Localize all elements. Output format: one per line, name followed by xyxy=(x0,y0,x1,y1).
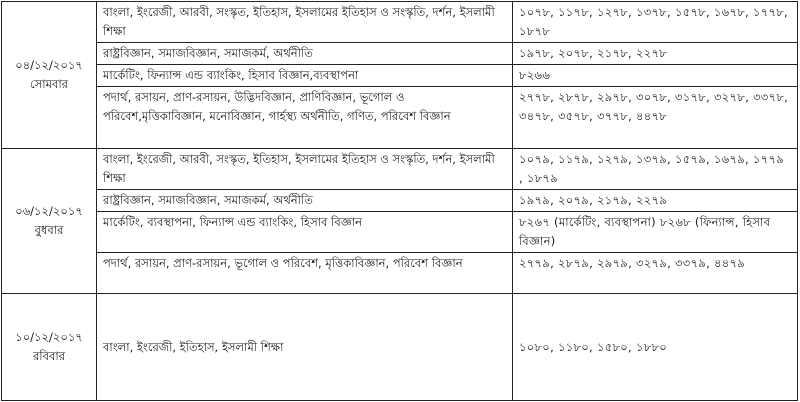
codes-cell: ৮২৬৬ xyxy=(513,65,798,87)
table-row xyxy=(2,190,798,212)
codes-cell: ৮২৬৭ (মার্কেটিং, ব্যবস্থাপনা) ৮২৬৮ (ফিন্যান্স, হিসাব বিজ্ঞান) xyxy=(513,212,798,253)
subjects-cell: বাংলা, ইংরেজী, আরবী, সংস্কৃত, ইতিহাস, ইসলামের ইতিহাস ও সংস্কৃতি, দর্শন, ইসলামী শিক্ষা xyxy=(97,2,513,43)
exam-date-cell xyxy=(2,294,97,401)
subjects-cell: বাংলা, ইংরেজী, আরবী, সংস্কৃত, ইতিহাস, ইসলামের ইতিহাস ও সংস্কৃতি, দর্শন, ইসলামী শিক্ষা xyxy=(97,149,513,190)
subjects-cell: রাষ্ট্রবিজ্ঞান, সমাজবিজ্ঞান, সমাজকর্ম, অর্থনীতি xyxy=(97,43,513,65)
table-row xyxy=(2,212,798,253)
table-row xyxy=(2,2,798,43)
exam-date-cell xyxy=(2,2,97,149)
subjects-cell: পদার্থ, রসায়ন, প্রাণ-রসায়ন, ভূগোল ও পরিবেশ, মৃত্তিকাবিজ্ঞান, পরিবেশ বিজ্ঞান xyxy=(97,253,513,294)
table-row xyxy=(2,87,798,149)
exam-day: সোমবার xyxy=(29,77,69,91)
exam-date: ০৪/১২/২০১৭ xyxy=(15,58,83,72)
table-row xyxy=(2,43,798,65)
subjects-cell: মার্কেটিং, ফিন্যান্স এন্ড ব্যাংকিং, হিসাব বিজ্ঞান,ব্যবস্থাপনা xyxy=(97,65,513,87)
subjects-cell: রাষ্ট্রবিজ্ঞান, সমাজবিজ্ঞান, সমাজকর্ম, অর্থনীতি xyxy=(97,190,513,212)
exam-date: ০৬/১২/২০১৭ xyxy=(15,204,83,218)
codes-cell: ১০৭৮, ১১৭৮, ১২৭৮, ১৩৭৮, ১৫৭৮, ১৬৭৮, ১৭৭৮, ১৮৭৮ xyxy=(513,2,798,43)
codes-cell: ২৭৭৯, ২৮৭৯, ২৯৭৯, ৩২৭৯, ৩৩৭৯, ৪৪৭৯ xyxy=(513,253,798,294)
table-row xyxy=(2,149,798,190)
exam-date: ১০/১২/২০১৭ xyxy=(15,330,83,344)
codes-cell: ১৯৭৯, ২০৭৯, ২১৭৯, ২২৭৯ xyxy=(513,190,798,212)
codes-cell: ২৭৭৮, ২৮৭৮, ২৯৭৮, ৩০৭৮, ৩১৭৮, ৩২৭৮, ৩৩৭৮, ৩৪৭৮, ৩৫৭৮, ৩৭৭৮, ৪৪৭৮ xyxy=(513,87,798,149)
codes-cell: ১০৮০, ১১৮০, ১৫৮০, ১৮৮০ xyxy=(513,294,798,401)
subjects-cell: বাংলা, ইংরেজী, ইতিহাস, ইসলামী শিক্ষা xyxy=(97,294,513,401)
table-row xyxy=(2,294,798,401)
codes-cell: ১০৭৯, ১১৭৯, ১২৭৯, ১৩৭৯, ১৫৭৯, ১৬৭৯, ১৭৭৯ , ১৮৭৯ xyxy=(513,149,798,190)
table-row xyxy=(2,253,798,294)
exam-date-cell xyxy=(2,149,97,294)
exam-day: রবিবার xyxy=(32,349,66,363)
exam-day: বুধবার xyxy=(34,223,64,237)
subjects-cell: পদার্থ, রসায়ন, প্রাণ-রসায়ন, উদ্ভিদবিজ্ঞান, প্রাণিবিজ্ঞান, ভূগোল ও পরিবেশ,মৃত্তিকাবিজ্ঞান, মনোবিজ্ঞান, গার্হস্থ্য অর্থনীতি, গণিত, পরিবেশ বিজ্ঞান xyxy=(97,87,513,149)
exam-schedule-table xyxy=(1,1,798,401)
subjects-cell: মার্কেটিং, ব্যবস্থাপনা, ফিন্যান্স এন্ড ব্যাংকিং, হিসাব বিজ্ঞান xyxy=(97,212,513,253)
codes-cell: ১৯৭৮, ২০৭৮, ২১৭৮, ২২৭৮ xyxy=(513,43,798,65)
table-row xyxy=(2,65,798,87)
